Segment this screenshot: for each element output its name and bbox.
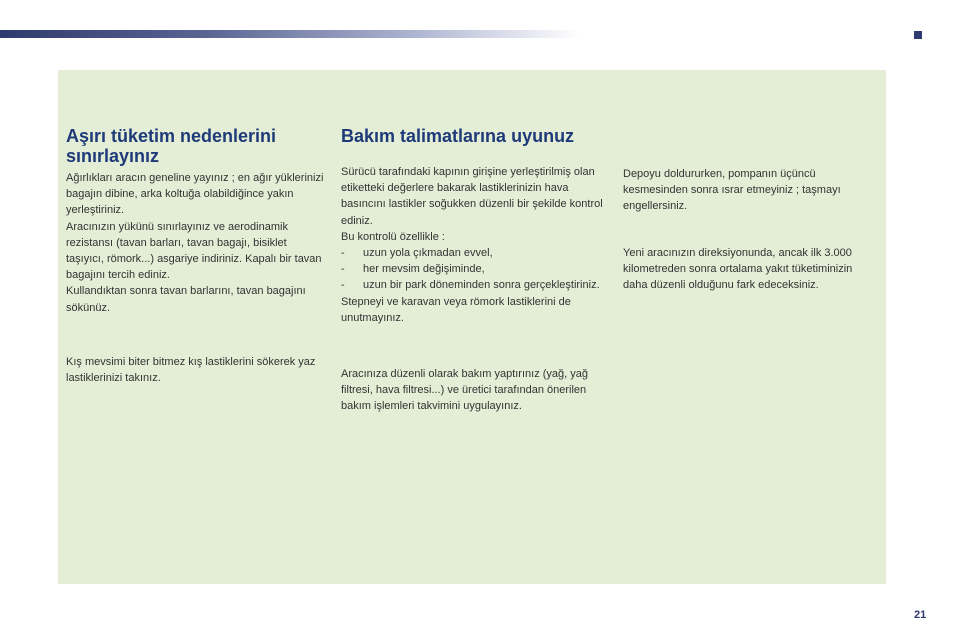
paragraph: Yeni aracınızın direksiyonunda, ancak ilk 3.000 kilometreden sonra ortalama yakıt tüketiminizin daha düzenli olduğunu fark edeceksiniz.: [623, 246, 853, 292]
page-number: 21: [914, 609, 927, 621]
check-list: [341, 245, 607, 294]
paragraph: Depoyu doldururken, pompanın üçüncü kesmesinden sonra ısrar etmeyiniz ; taşmayı engellersiniz.: [623, 168, 841, 213]
section-title: Aşırı tüketim nedenlerini sınırlayınız: [66, 126, 277, 166]
paragraph: Aracınızın yükünü sınırlayınız ve aerodinamik rezistansı (tavan barları, tavan bagajı, bisiklet taşıyıcı, römork...) asgariye indiriniz. Kapalı bir tavan bagajını tercih ediniz.: [66, 220, 322, 282]
section-title: Bakım talimatlarına uyunuz: [341, 126, 575, 146]
section-fuel-tips: [623, 166, 863, 293]
list-item: - her mevsim değişiminde,: [341, 261, 607, 277]
section-excess-consumption: [66, 126, 326, 386]
paragraph: Ağırlıkları aracın geneline yayınız ; en ağır yüklerinizi bagajın dibine, arka koltuğa olabildiğince yakın yerleştiriniz.: [66, 172, 324, 217]
paragraph: Sürücü tarafındaki kapının girişine yerleştirilmiş olan etiketteki değerlere bakarak lastiklerinizin hava basıncını lastikler soğukken düzenli bir şekilde kontrol ediniz.: [341, 166, 603, 227]
header-gradient-bar: [0, 30, 580, 38]
list-item: - uzun bir park döneminden sonra gerçekleştiriniz.: [341, 277, 607, 293]
paragraph: Stepneyi ve karavan veya römork lastiklerini de unutmayınız.: [341, 295, 571, 324]
list-item: - uzun yola çıkmadan evvel,: [341, 245, 607, 261]
list-intro: Bu kontrolü özellikle :: [341, 230, 445, 243]
paragraph: Kullandıktan sonra tavan barlarını, tavan bagajını sökünüz.: [66, 285, 306, 314]
header-square-marker: [914, 31, 922, 39]
section-maintenance: [341, 126, 607, 415]
paragraph: Aracınıza düzenli olarak bakım yaptırınız (yağ, yağ filtresi, hava filtresi...) ve üretici tarafından önerilen bakım işlemleri takvimini uygulayınız.: [341, 368, 589, 413]
paragraph: Kış mevsimi biter bitmez kış lastiklerini sökerek yaz lastiklerinizi takınız.: [66, 355, 316, 385]
